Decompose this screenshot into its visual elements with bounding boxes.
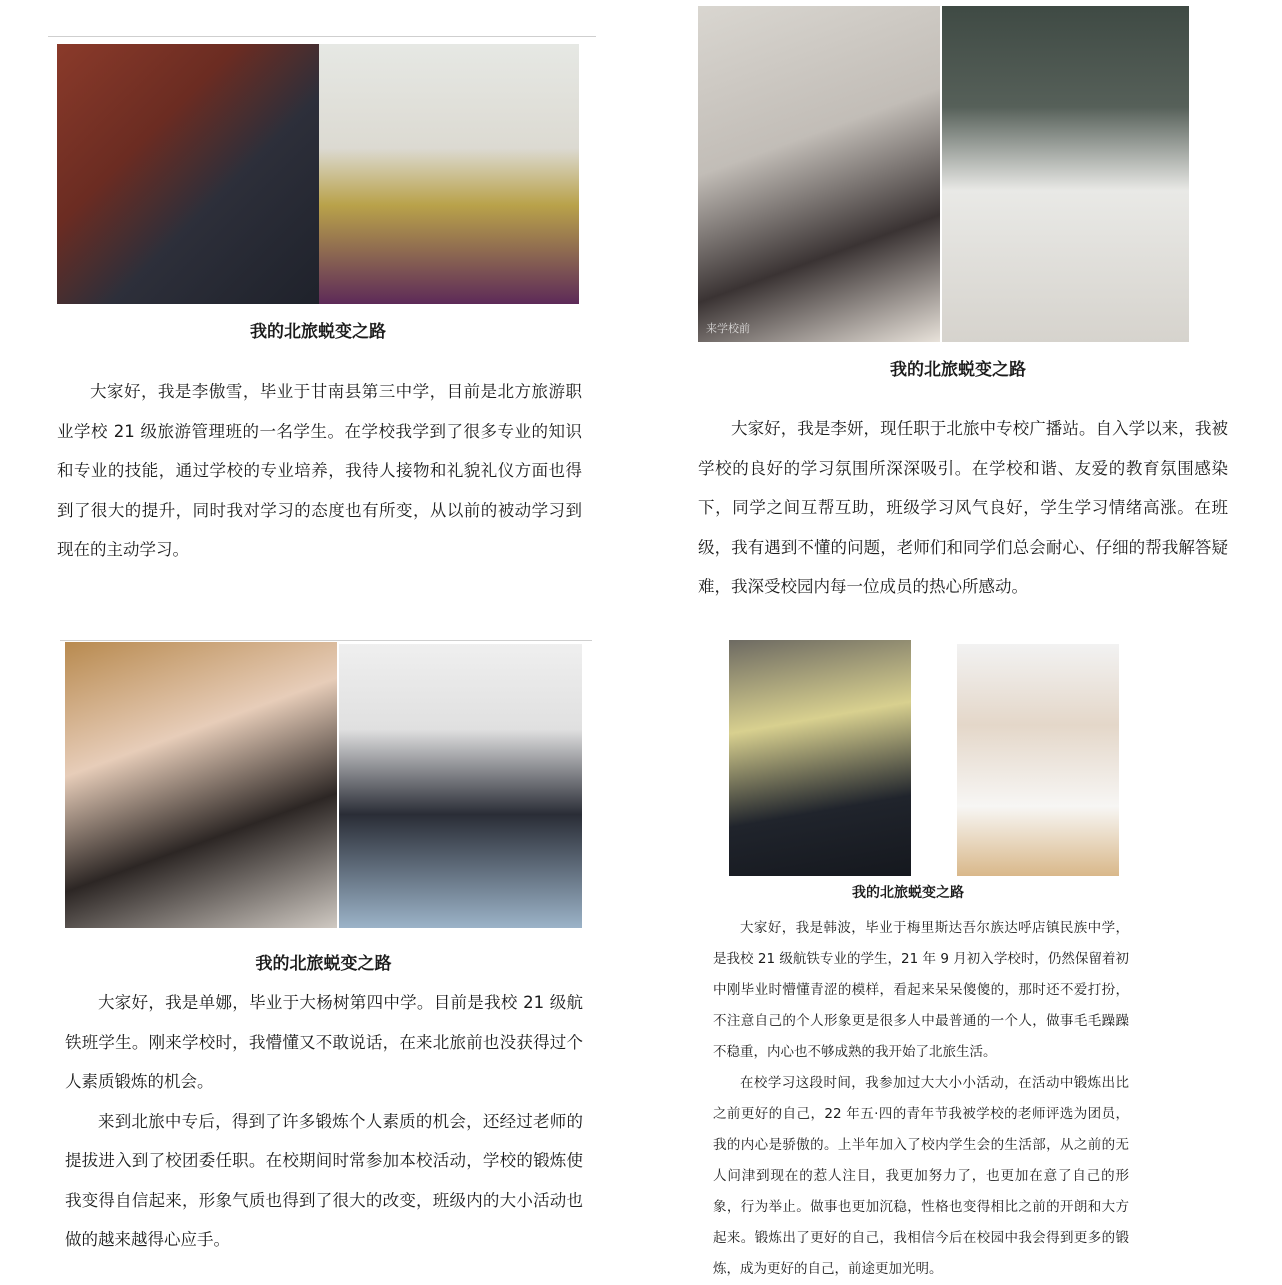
section-title: 我的北旅蜕变之路 [852, 885, 964, 901]
paragraph: 在校学习这段时间，我参加过大大小小活动，在活动中锻炼出比之前更好的自己，22 年五·四的青年节我被学校的老师评选为团员，我的内心是骄傲的。上半年加入了校内学生会的生活部，从之前的无人问津到现在的惹人注目，我更加努力了，也更加在意了自己的形象，行为举止。做事也更加沉稳，性格也变得相比之前的开朗和大方起来。锻炼出了更好的自己，我相信今后在校园中我会得到更多的锻炼，成为更好的自己，前途更加光明。 [713, 1075, 1129, 1277]
photo-caption: 来学校前 [706, 322, 750, 335]
top-rule [48, 36, 596, 37]
student-photo-after [339, 644, 582, 928]
student-photo-after [319, 44, 579, 304]
section-title: 我的北旅蜕变之路 [890, 360, 1026, 380]
story-panel-1 [0, 0, 640, 620]
student-photo-after [957, 644, 1119, 876]
section-body [713, 913, 1129, 1285]
story-panel-2 [641, 0, 1282, 620]
student-photo-before [65, 642, 337, 928]
paragraph: 大家好，我是单娜，毕业于大杨树第四中学。目前是我校 21 级航铁班学生。刚来学校时，我懵懂又不敢说话，在来北旅前也没获得过个人素质锻炼的机会。 [65, 993, 583, 1091]
student-photo-after [942, 6, 1189, 342]
section-body [57, 372, 582, 570]
paragraph: 大家好，我是李妍，现任职于北旅中专校广播站。自入学以来，我被学校的良好的学习氛围所深深吸引。在学校和谐、友爱的教育氛围感染下，同学之间互帮互助，班级学习风气良好，学生学习情绪高涨。在班级，我有遇到不懂的问题，老师们和同学们总会耐心、仔细的帮我解答疑难，我深受校园内每一位成员的热心所感动。 [698, 419, 1228, 596]
section-body [698, 409, 1228, 607]
paragraph: 来到北旅中专后，得到了许多锻炼个人素质的机会，还经过老师的提拔进入到了校团委任职。在校期间时常参加本校活动，学校的锻炼使我变得自信起来，形象气质也得到了很大的改变，班级内的大小活动也做的越来越得心应手。 [65, 1111, 583, 1249]
section-title: 我的北旅蜕变之路 [250, 322, 386, 342]
story-panel-3 [0, 630, 640, 1280]
paragraph: 大家好，我是李傲雪，毕业于甘南县第三中学，目前是北方旅游职业学校 21 级旅游管理班的一名学生。在学校我学到了很多专业的知识和专业的技能，通过学校的专业培养，我待人接物和礼貌礼仪方面也得到了很大的提升，同时我对学习的态度也有所变，从以前的被动学习到现在的主动学习。 [57, 382, 582, 559]
section-body [65, 983, 583, 1260]
student-photo-before [698, 6, 940, 342]
student-photo-before [57, 44, 319, 304]
top-rule [60, 640, 592, 641]
section-title: 我的北旅蜕变之路 [255, 954, 392, 974]
story-panel-4 [641, 630, 1282, 1280]
paragraph: 大家好，我是韩波，毕业于梅里斯达吾尔族达呼店镇民族中学，是我校 21 级航铁专业的学生，21 年 9 月初入学校时，仍然保留着初中刚毕业时懵懂青涩的模样，看起来呆呆傻傻的，那时还不爱打扮，不注意自己的个人形象更是很多人中最普通的一个人，做事毛毛躁躁不稳重，内心也不够成熟的我开始了北旅生活。 [713, 920, 1129, 1060]
student-photo-before [729, 640, 911, 876]
